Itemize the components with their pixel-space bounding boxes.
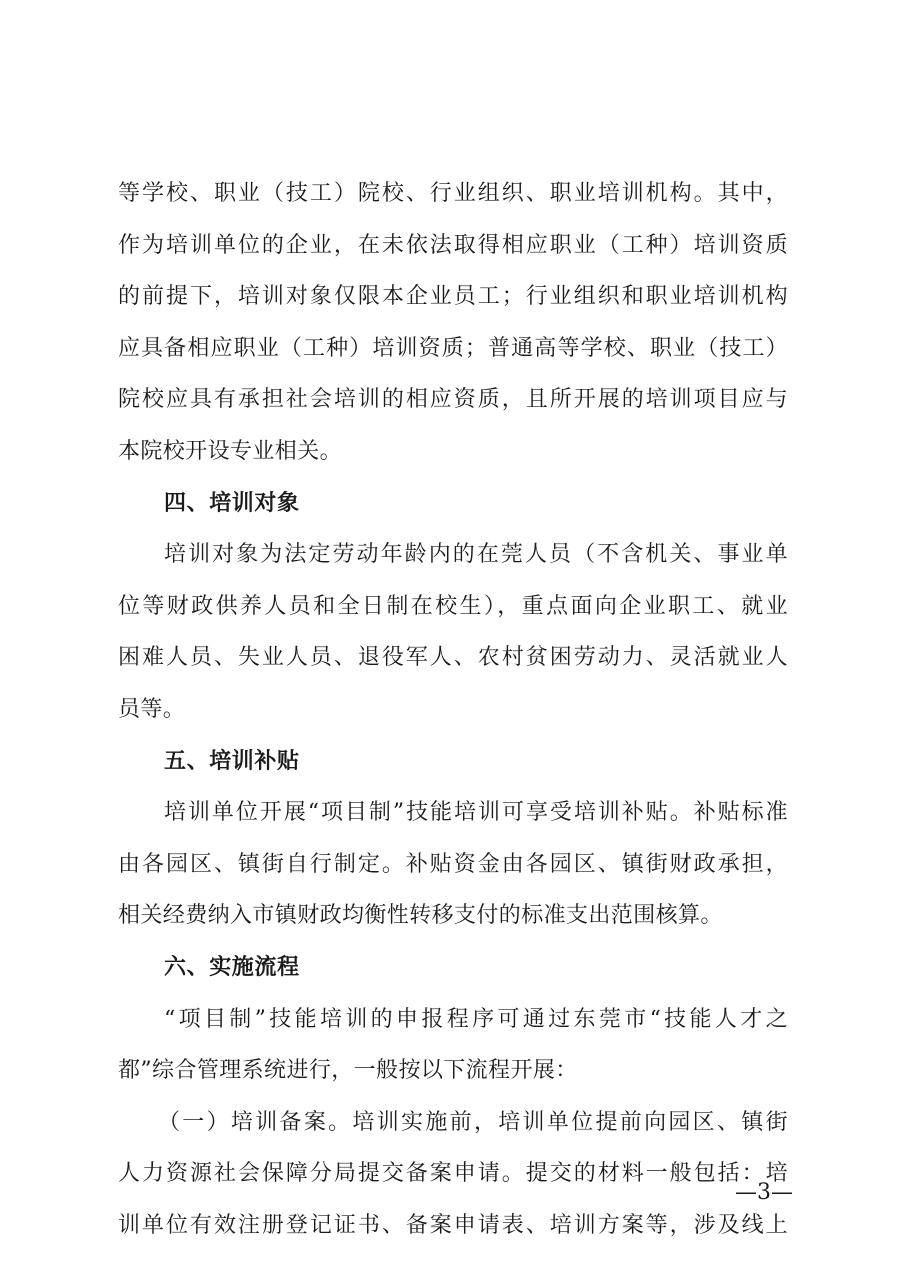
paragraph-line: 等学校、职业（技工）院校、行业组织、职业培训机构。其中， (118, 181, 788, 206)
paragraph-line: 困难人员、失业人员、退役军人、农村贫困劳动力、灵活就业人 (118, 645, 788, 671)
paragraph-line: 训单位有效注册登记证书、备案申请表、培训方案等，涉及线上 (118, 1212, 788, 1238)
paragraph-line: “项目制”技能培训的申报程序可通过东莞市“技能人才之 (164, 1006, 788, 1032)
paragraph-line: 作为培训单位的企业，在未依法取得相应职业（工种）培训资质 (118, 232, 788, 258)
paragraph-line: 的前提下，培训对象仅限本企业员工；行业组织和职业培训机构 (118, 284, 788, 310)
section-heading-training-targets: 四、培训对象 (164, 490, 300, 516)
section-heading-implementation-process: 六、实施流程 (164, 954, 300, 980)
paragraph-line: 员等。 (118, 696, 186, 722)
paragraph-line: 应具备相应职业（工种）培训资质；普通高等学校、职业（技工） (118, 335, 788, 361)
paragraph-line: 位等财政供养人员和全日制在校生），重点面向企业职工、就业 (118, 593, 788, 619)
paragraph-line: 培训对象为法定劳动年龄内的在莞人员（不含机关、事业单 (164, 542, 788, 568)
paragraph-line: 人力资源社会保障分局提交备案申请。提交的材料一般包括：培 (118, 1161, 788, 1187)
paragraph-line: 院校应具有承担社会培训的相应资质，且所开展的培训项目应与 (118, 387, 788, 413)
paragraph-line: 都”综合管理系统进行，一般按以下流程开展： (118, 1058, 578, 1084)
paragraph-line: 相关经费纳入市镇财政均衡性转移支付的标准支出范围核算。 (118, 903, 723, 929)
paragraph-line: 由各园区、镇街自行制定。补贴资金由各园区、镇街财政承担， (118, 851, 788, 877)
paragraph-line: （一）培训备案。培训实施前，培训单位提前向园区、镇街 (158, 1109, 788, 1135)
page-number: —3— (735, 1180, 793, 1205)
document-body (118, 168, 788, 1251)
paragraph-line: 培训单位开展“项目制”技能培训可享受培训补贴。补贴标准 (164, 800, 788, 826)
section-heading-training-subsidy: 五、培训补贴 (164, 748, 300, 774)
paragraph-line: 本院校开设专业相关。 (118, 438, 343, 464)
